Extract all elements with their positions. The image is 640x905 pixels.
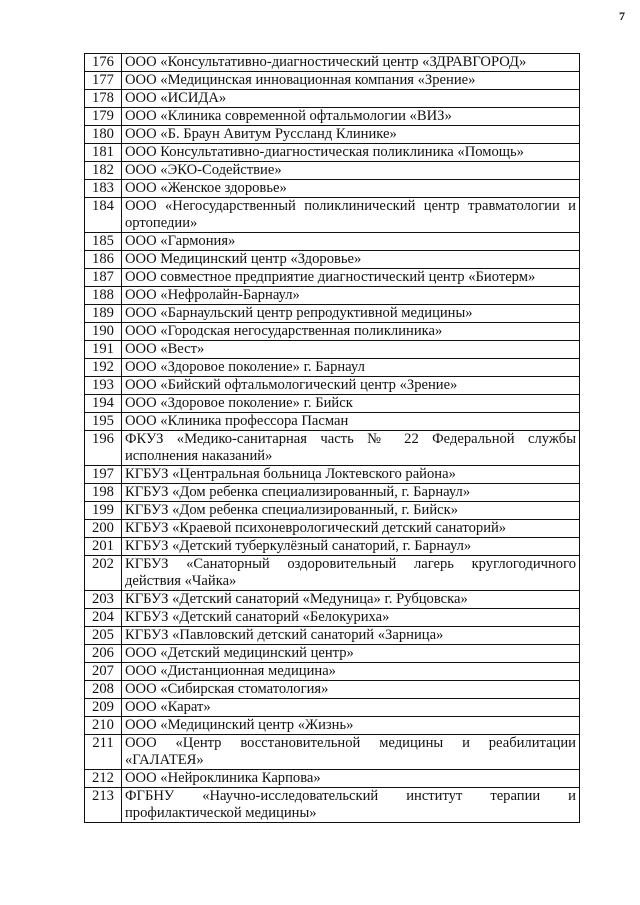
organization-name-cell: КГБУЗ «Дом ребенка специализированный, г. Бийск» bbox=[122, 502, 580, 520]
table-row bbox=[85, 287, 580, 305]
table-row bbox=[85, 413, 580, 431]
organization-name-cell: ООО «Вест» bbox=[122, 341, 580, 359]
table-row bbox=[85, 54, 580, 72]
organization-name-cell: ООО «Городская негосударственная поликлиника» bbox=[122, 323, 580, 341]
row-number-cell: 193 bbox=[85, 377, 122, 395]
table-row bbox=[85, 717, 580, 735]
table-row bbox=[85, 556, 580, 591]
organization-name-cell: КГБУЗ «Детский туберкулёзный санаторий, г. Барнаул» bbox=[122, 538, 580, 556]
table-row bbox=[85, 323, 580, 341]
organization-name-cell: ООО «Карат» bbox=[122, 699, 580, 717]
row-number-cell: 181 bbox=[85, 144, 122, 162]
table-row bbox=[85, 233, 580, 251]
row-number-cell: 213 bbox=[85, 788, 122, 823]
table-row bbox=[85, 251, 580, 269]
organization-name-cell: КГБУЗ «Санаторный оздоровительный лагерь круглогодичного действия «Чайка» bbox=[122, 556, 580, 591]
organization-name-cell: КГБУЗ «Павловский детский санаторий «Зарница» bbox=[122, 627, 580, 645]
table-row bbox=[85, 144, 580, 162]
row-number-cell: 186 bbox=[85, 251, 122, 269]
organization-name-cell: ООО совместное предприятие диагностический центр «Биотерм» bbox=[122, 269, 580, 287]
organization-name-cell: ФКУЗ «Медико-санитарная часть № 22 Федеральной службы исполнения наказаний» bbox=[122, 431, 580, 466]
row-number-cell: 200 bbox=[85, 520, 122, 538]
row-number-cell: 177 bbox=[85, 72, 122, 90]
row-number-cell: 196 bbox=[85, 431, 122, 466]
table-row bbox=[85, 126, 580, 144]
table-row bbox=[85, 466, 580, 484]
row-number-cell: 187 bbox=[85, 269, 122, 287]
table-row bbox=[85, 788, 580, 823]
row-number-cell: 191 bbox=[85, 341, 122, 359]
table-row bbox=[85, 645, 580, 663]
organization-name-cell: ООО «ИСИДА» bbox=[122, 90, 580, 108]
row-number-cell: 208 bbox=[85, 681, 122, 699]
table-row bbox=[85, 269, 580, 287]
row-number-cell: 210 bbox=[85, 717, 122, 735]
table-row bbox=[85, 627, 580, 645]
organization-name-cell: ООО «Барнаульский центр репродуктивной медицины» bbox=[122, 305, 580, 323]
row-number-cell: 199 bbox=[85, 502, 122, 520]
organization-name-cell: КГБУЗ «Краевой психоневрологический детский санаторий» bbox=[122, 520, 580, 538]
organization-name-cell: ООО «Клиника современной офтальмологии «ВИЗ» bbox=[122, 108, 580, 126]
table-row bbox=[85, 377, 580, 395]
organization-name-cell: ООО «Сибирская стоматология» bbox=[122, 681, 580, 699]
organization-name-cell: ООО «Клиника профессора Пасман bbox=[122, 413, 580, 431]
row-number-cell: 212 bbox=[85, 770, 122, 788]
table-row bbox=[85, 108, 580, 126]
organization-name-cell: ООО «Здоровое поколение» г. Барнаул bbox=[122, 359, 580, 377]
table-row bbox=[85, 72, 580, 90]
table-row bbox=[85, 663, 580, 681]
table-row bbox=[85, 538, 580, 556]
row-number-cell: 207 bbox=[85, 663, 122, 681]
organization-name-cell: ООО Медицинский центр «Здоровье» bbox=[122, 251, 580, 269]
row-number-cell: 206 bbox=[85, 645, 122, 663]
organization-name-cell: ФГБНУ «Научно-исследовательский институт терапии и профилактической медицины» bbox=[122, 788, 580, 823]
row-number-cell: 180 bbox=[85, 126, 122, 144]
table-row bbox=[85, 699, 580, 717]
table-row bbox=[85, 484, 580, 502]
table-row bbox=[85, 770, 580, 788]
row-number-cell: 185 bbox=[85, 233, 122, 251]
table-row bbox=[85, 609, 580, 627]
row-number-cell: 201 bbox=[85, 538, 122, 556]
organization-name-cell: ООО «ЭКО-Содействие» bbox=[122, 162, 580, 180]
row-number-cell: 209 bbox=[85, 699, 122, 717]
table-row bbox=[85, 735, 580, 770]
organization-name-cell: ООО «Здоровое поколение» г. Бийск bbox=[122, 395, 580, 413]
row-number-cell: 195 bbox=[85, 413, 122, 431]
page-number: 7 bbox=[619, 9, 625, 23]
table-row bbox=[85, 162, 580, 180]
row-number-cell: 189 bbox=[85, 305, 122, 323]
organization-name-cell: ООО «Гармония» bbox=[122, 233, 580, 251]
row-number-cell: 198 bbox=[85, 484, 122, 502]
table-row bbox=[85, 305, 580, 323]
organization-name-cell: КГБУЗ «Центральная больница Локтевского района» bbox=[122, 466, 580, 484]
organization-name-cell: ООО «Консультативно-диагностический центр «ЗДРАВГОРОД» bbox=[122, 54, 580, 72]
organization-name-cell: ООО «Детский медицинский центр» bbox=[122, 645, 580, 663]
organization-name-cell: ООО «Женское здоровье» bbox=[122, 180, 580, 198]
row-number-cell: 179 bbox=[85, 108, 122, 126]
table-row bbox=[85, 591, 580, 609]
row-number-cell: 211 bbox=[85, 735, 122, 770]
table-row bbox=[85, 90, 580, 108]
row-number-cell: 197 bbox=[85, 466, 122, 484]
organization-name-cell: ООО «Медицинская инновационная компания «Зрение» bbox=[122, 72, 580, 90]
row-number-cell: 205 bbox=[85, 627, 122, 645]
row-number-cell: 192 bbox=[85, 359, 122, 377]
organization-name-cell: ООО «Дистанционная медицина» bbox=[122, 663, 580, 681]
table-row bbox=[85, 520, 580, 538]
organization-name-cell: ООО «Бийский офтальмологический центр «Зрение» bbox=[122, 377, 580, 395]
row-number-cell: 204 bbox=[85, 609, 122, 627]
row-number-cell: 182 bbox=[85, 162, 122, 180]
table-row bbox=[85, 502, 580, 520]
table-row bbox=[85, 341, 580, 359]
row-number-cell: 184 bbox=[85, 198, 122, 233]
table-row bbox=[85, 198, 580, 233]
row-number-cell: 183 bbox=[85, 180, 122, 198]
organization-name-cell: ООО «Нефролайн-Барнаул» bbox=[122, 287, 580, 305]
row-number-cell: 176 bbox=[85, 54, 122, 72]
row-number-cell: 194 bbox=[85, 395, 122, 413]
row-number-cell: 190 bbox=[85, 323, 122, 341]
organization-name-cell: ООО «Нейроклиника Карпова» bbox=[122, 770, 580, 788]
table-row bbox=[85, 395, 580, 413]
organization-name-cell: ООО «Медицинский центр «Жизнь» bbox=[122, 717, 580, 735]
organization-name-cell: ООО «Центр восстановительной медицины и реабилитации «ГАЛАТЕЯ» bbox=[122, 735, 580, 770]
row-number-cell: 202 bbox=[85, 556, 122, 591]
table-row bbox=[85, 180, 580, 198]
organization-name-cell: КГБУЗ «Дом ребенка специализированный, г. Барнаул» bbox=[122, 484, 580, 502]
organizations-table bbox=[84, 53, 580, 823]
organization-name-cell: КГБУЗ «Детский санаторий «Белокуриха» bbox=[122, 609, 580, 627]
organization-name-cell: ООО «Б. Браун Авитум Руссланд Клинике» bbox=[122, 126, 580, 144]
organization-name-cell: ООО Консультативно-диагностическая поликлиника «Помощь» bbox=[122, 144, 580, 162]
table-row bbox=[85, 359, 580, 377]
row-number-cell: 203 bbox=[85, 591, 122, 609]
organization-name-cell: ООО «Негосударственный поликлинический центр травматологии и ортопедии» bbox=[122, 198, 580, 233]
organizations-table-body bbox=[85, 54, 580, 823]
row-number-cell: 188 bbox=[85, 287, 122, 305]
table-row bbox=[85, 431, 580, 466]
organization-name-cell: КГБУЗ «Детский санаторий «Медуница» г. Рубцовска» bbox=[122, 591, 580, 609]
table-row bbox=[85, 681, 580, 699]
row-number-cell: 178 bbox=[85, 90, 122, 108]
